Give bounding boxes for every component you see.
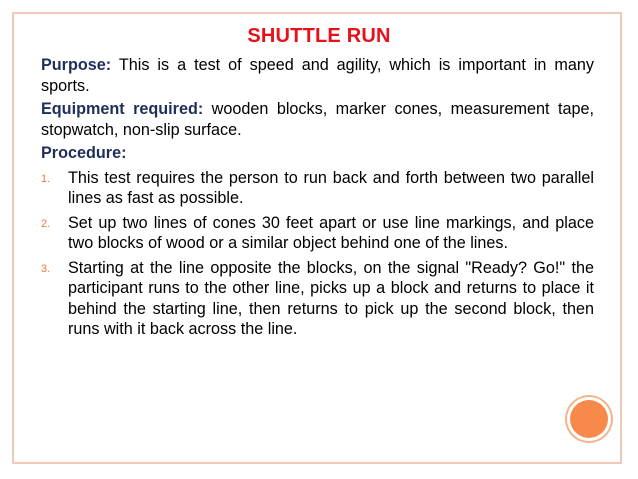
purpose-label: Purpose: xyxy=(41,56,112,74)
purpose-paragraph xyxy=(41,55,594,96)
equipment-paragraph xyxy=(41,99,594,140)
step-number: 2. xyxy=(41,217,51,230)
purpose-text: This is a test of speed and agility, which is important in many sports. xyxy=(41,56,594,95)
procedure-step xyxy=(41,213,594,254)
procedure-label: Procedure: xyxy=(41,144,127,162)
procedure-step xyxy=(41,258,594,340)
equipment-text: wooden blocks, marker cones, measurement tape, stopwatch, non-slip surface. xyxy=(41,100,594,139)
step-text: Starting at the line opposite the blocks, on the signal "Ready? Go!" the participant runs to the other line, picks up a block and returns to place it behind the starting line, then returns to pick up the second block, then runs with it back across the line. xyxy=(68,258,594,338)
decorative-circle xyxy=(570,400,608,438)
step-number: 3. xyxy=(41,262,51,275)
step-text: This test requires the person to run back and forth between two parallel lines as fast as possible. xyxy=(68,168,594,207)
slide-title: SHUTTLE RUN xyxy=(247,25,391,47)
procedure-heading xyxy=(41,143,594,164)
step-text: Set up two lines of cones 30 feet apart or use line markings, and place two blocks of wood or a similar object behind one of the lines. xyxy=(68,213,594,252)
slide-content xyxy=(41,55,594,342)
equipment-label: Equipment required: xyxy=(41,100,204,118)
procedure-step xyxy=(41,168,594,209)
step-number: 1. xyxy=(41,172,51,185)
